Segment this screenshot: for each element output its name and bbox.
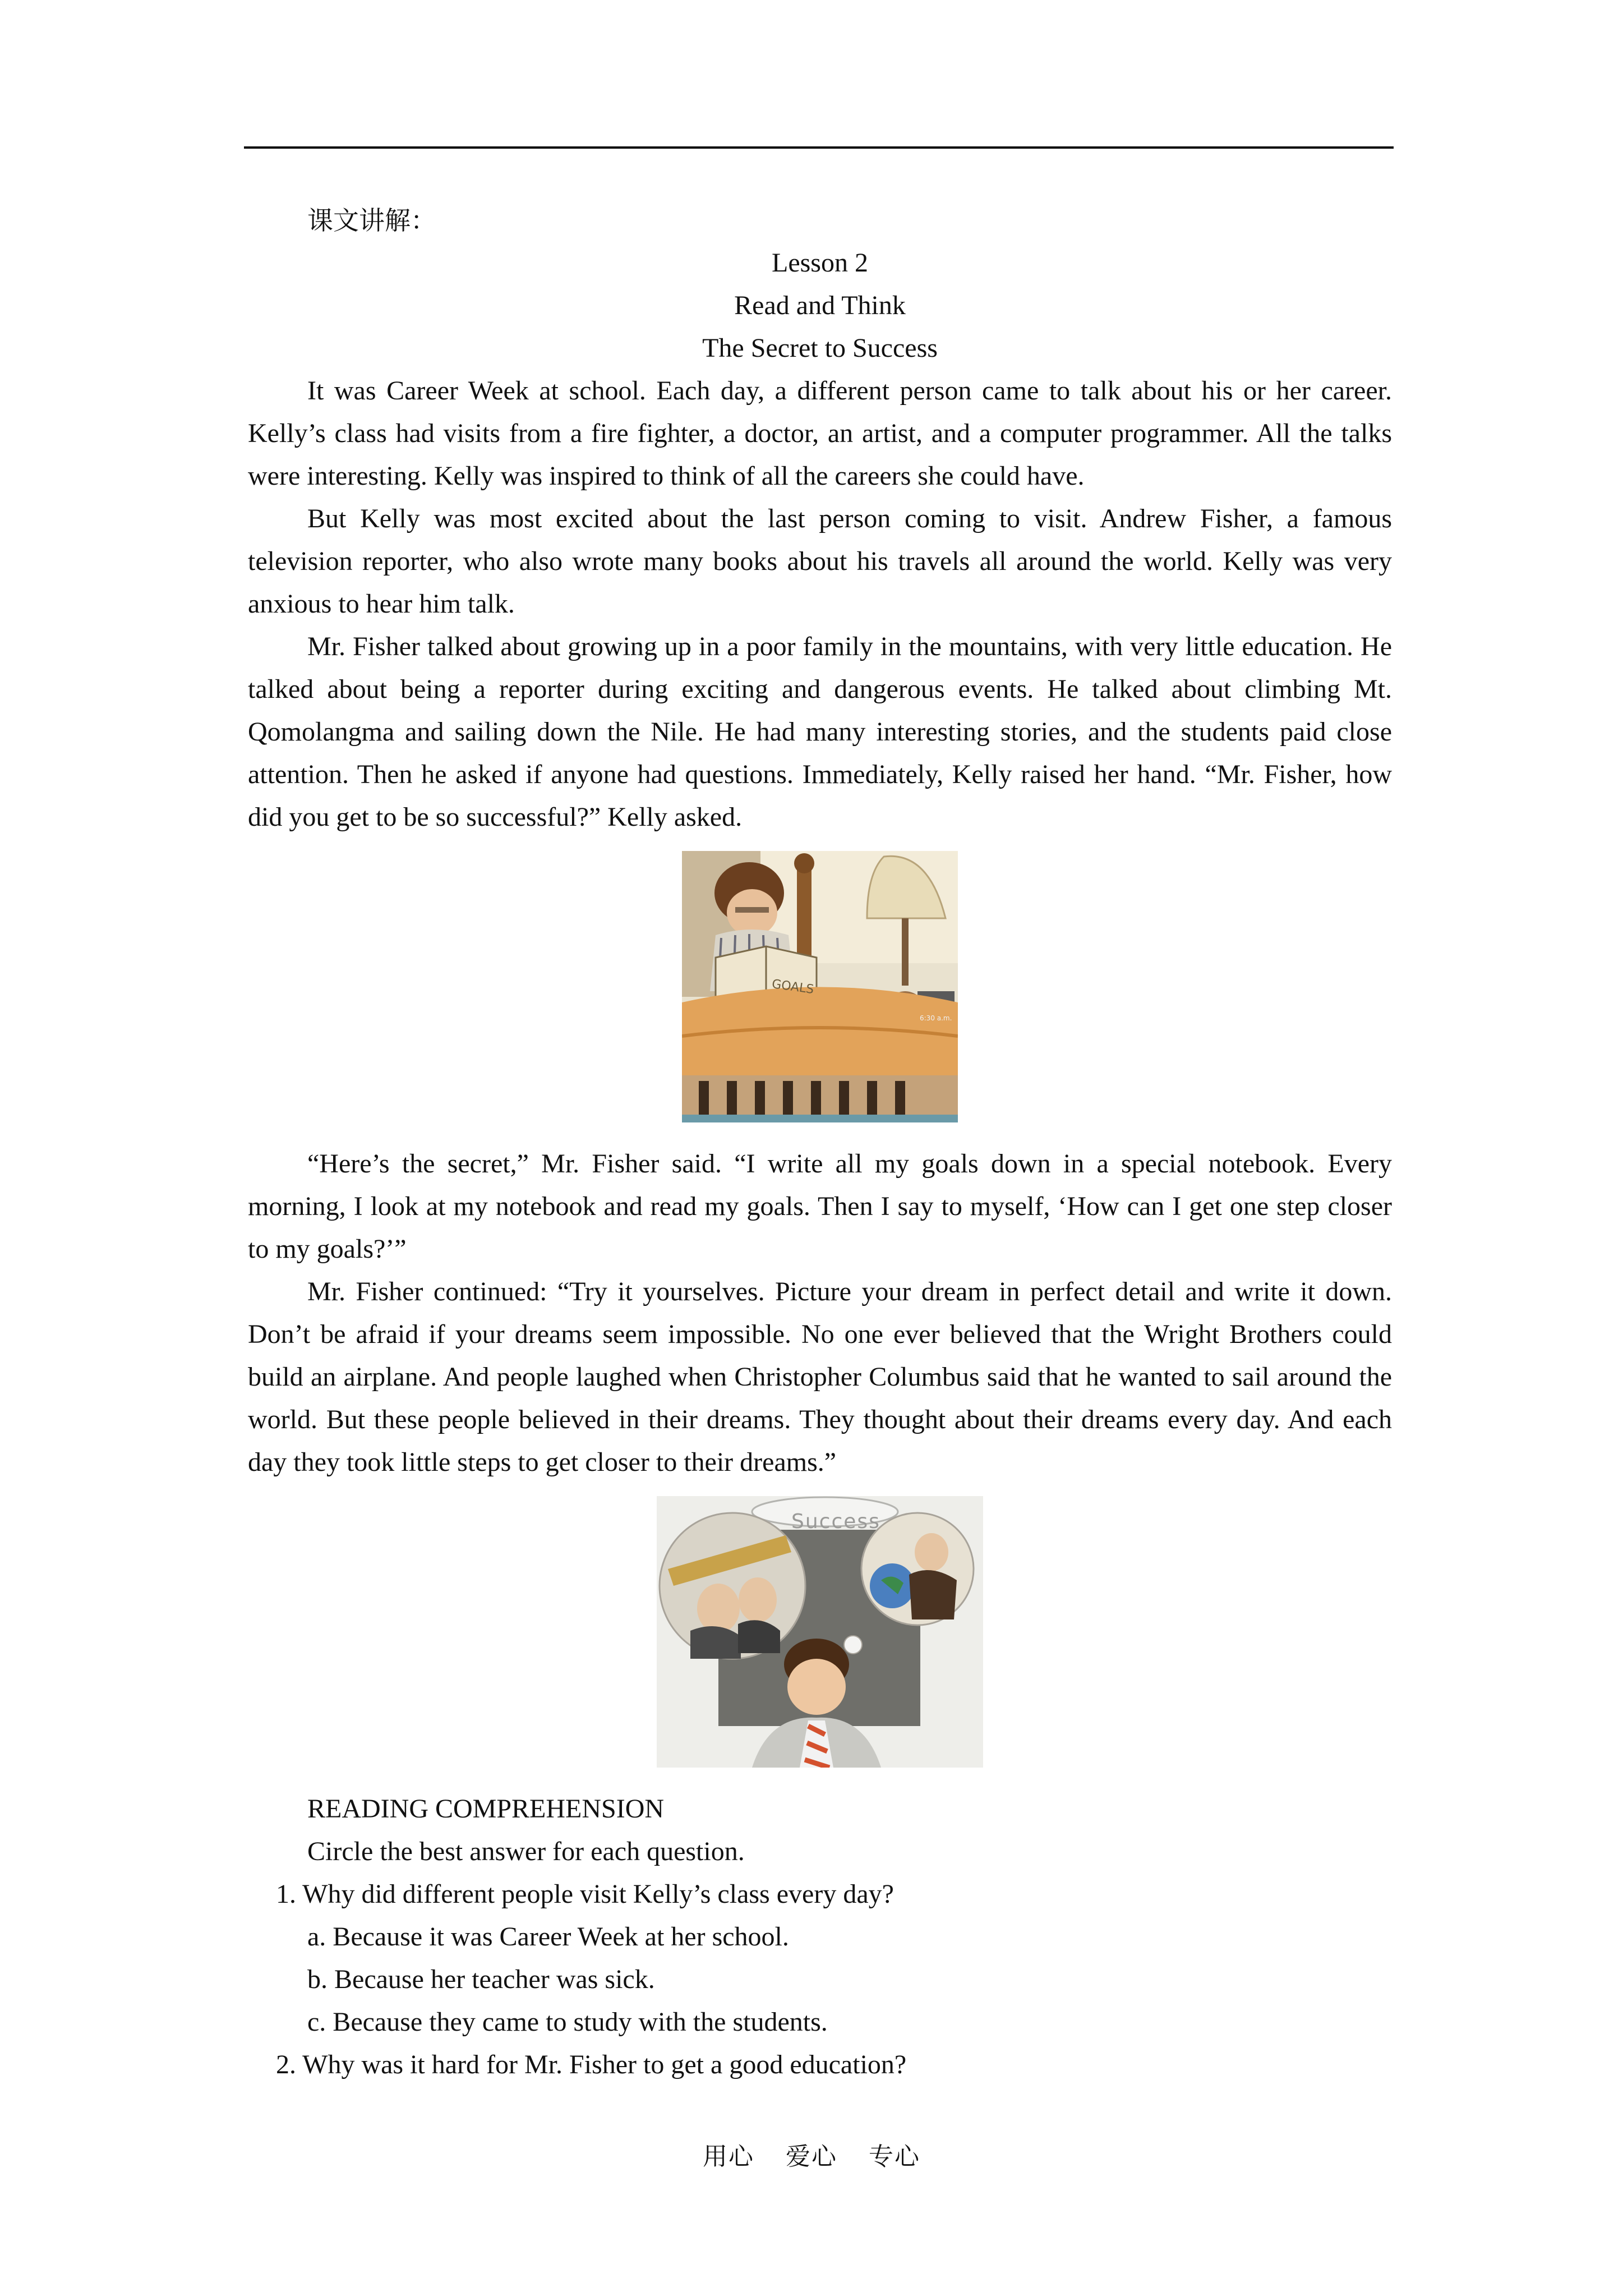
lesson-number: Lesson 2 — [772, 248, 868, 278]
success-bubble-text: Success — [791, 1510, 880, 1533]
answer-option[interactable]: a. Because it was Career Week at her school. — [307, 1922, 789, 1952]
paragraph: It was Career Week at school. Each day, a different person came to talk about his or her career. Kelly’s class had visits from a fire fighter, a doctor, an artist, and a computer programmer. All the talks were interesting. Kelly was inspired to think of all the careers she could have. — [248, 376, 1392, 491]
answer-option[interactable]: b. Because her teacher was sick. — [307, 1964, 655, 1994]
lesson-title: The Secret to Success — [702, 333, 938, 363]
boy-dreaming-success-illustration — [657, 1496, 983, 1768]
paragraph: But Kelly was most excited about the last person coming to visit. Andrew Fisher, a famous television reporter, who also wrote many books about his travels all around the world. Kelly was very anxious to hear him talk. — [248, 504, 1392, 619]
paragraph: “Here’s the secret,” Mr. Fisher said. “I write all my goals down in a special notebook. Every morning, I look at my notebook and read my goals. Then I say to myself, ‘How can I get one step closer to my goals?’” — [248, 1149, 1392, 1264]
page-footer: 用心 爱心 专心 — [703, 2142, 920, 2171]
comprehension-instruction: Circle the best answer for each question. — [307, 1837, 745, 1866]
paragraph: Mr. Fisher talked about growing up in a poor family in the mountains, with very little education. He talked about being a reporter during exciting and dangerous events. He talked about climbing Mt. Qomolangma and sailing down the Nile. He had many interesting stories, and the students paid close attention. Then he asked if anyone had questions. Immediately, Kelly raised her hand. “Mr. Fisher, how did you get to be so successful?” Kelly asked. — [248, 632, 1392, 832]
question: 2. Why was it hard for Mr. Fisher to get a good education? — [276, 2050, 907, 2079]
header-rule — [244, 146, 1394, 149]
boy-reading-notebook-illustration — [682, 851, 958, 1122]
paragraph: Mr. Fisher continued: “Try it yourselves. Picture your dream in perfect detail and write it down. Don’t be afraid if your dreams seem impossible. No one ever believed that the Wright Brothers could build an airplane. And people laughed when Christopher Columbus said that he wanted to sail around the world. But these people believed in their dreams. They thought about their dreams every day. And each day they took little steps to get closer to their dreams.” — [248, 1277, 1392, 1477]
notebook-label: GOALS — [771, 977, 815, 997]
question: 1. Why did different people visit Kelly’s class every day? — [276, 1879, 894, 1909]
bedroom-drawing — [682, 851, 958, 1122]
section-label: 课文讲解： — [307, 205, 436, 236]
lesson-subtitle: Read and Think — [734, 291, 906, 320]
comprehension-heading: READING COMPREHENSION — [307, 1794, 665, 1824]
document-body — [248, 199, 1392, 2086]
answer-option[interactable]: c. Because they came to study with the students. — [307, 2007, 828, 2037]
clock-label: 6:30 a.m. — [920, 1014, 952, 1022]
